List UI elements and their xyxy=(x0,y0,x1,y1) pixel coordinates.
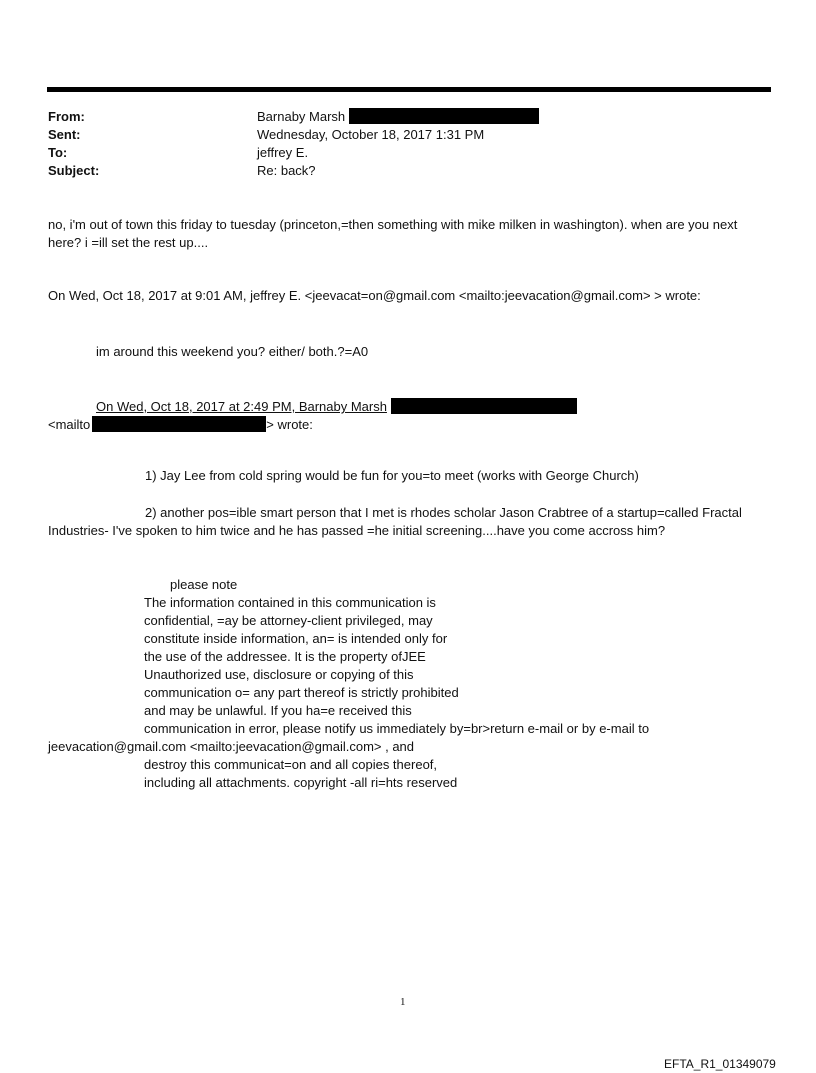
sent-value: Wednesday, October 18, 2017 1:31 PM xyxy=(257,127,485,142)
subject-value: Re: back? xyxy=(257,163,316,178)
header-rule xyxy=(47,87,771,92)
disclaimer-line: including all attachments. copyright -all ri=hts reserved xyxy=(144,775,458,790)
to-label: To: xyxy=(48,145,68,160)
disclaimer-line: destroy this communicat=on and all copies thereof, xyxy=(144,757,438,772)
document-id: EFTA_R1_01349079 xyxy=(664,1057,776,1071)
disclaimer-email-line: jeevacation@gmail.com <mailto:jeevacation@gmail.com> , and xyxy=(48,739,415,754)
disclaimer-line: and may be unlawful. If you ha=e received this xyxy=(144,703,412,718)
wrote-text: > wrote: xyxy=(266,417,313,432)
disclaimer-title: please note xyxy=(170,577,238,592)
disclaimer-line: confidential, =ay be attorney-client privileged, may xyxy=(144,613,433,628)
from-value xyxy=(257,108,539,125)
sender-name: Barnaby Marsh xyxy=(257,109,346,124)
page-number: 1 xyxy=(400,996,406,1008)
disclaimer-line: The information contained in this communication is xyxy=(144,595,436,610)
quote1-header: On Wed, Oct 18, 2017 at 9:01 AM, jeffrey E. <jeevacat=on@gmail.com <mailto:jeevacation@gmail.com> > wrote: xyxy=(48,288,701,303)
subject-label: Subject: xyxy=(48,163,100,178)
quote2-header-text: On Wed, Oct 18, 2017 at 2:49 PM, Barnaby Marsh xyxy=(96,399,387,414)
quote1-text: im around this weekend you? either/ both.?=A0 xyxy=(96,344,369,359)
disclaimer-line: constitute inside information, an= is intended only for xyxy=(144,631,448,646)
disclaimer-line: communication in error, please notify us immediately by=br>return e-mail or by e-mail to xyxy=(144,721,650,736)
list-item: 1) Jay Lee from cold spring would be fun for you=to meet (works with George Church) xyxy=(145,468,639,483)
to-value: jeffrey E. xyxy=(257,145,309,160)
from-label: From: xyxy=(48,109,85,124)
redaction-box xyxy=(349,108,539,124)
redaction-box xyxy=(92,416,266,432)
disclaimer-line: communication o= any part thereof is strictly prohibited xyxy=(144,685,459,700)
list-item: 2) another pos=ible smart person that I met is rhodes scholar Jason Crabtree of a startup=called Fractal xyxy=(145,505,742,520)
redaction-box xyxy=(391,398,577,414)
sent-label: Sent: xyxy=(48,127,81,142)
mailto-prefix: <mailto xyxy=(48,417,91,432)
reply-text: no, i'm out of town this friday to tuesday (princeton,=then something with mike milken in washington). when are you next here? i =ill set the rest up.... xyxy=(48,217,738,250)
list-item-continuation: Industries- I've spoken to him twice and he has passed =he initial screening....have you come accross him? xyxy=(48,523,666,538)
quote2-mailto-line xyxy=(48,416,313,433)
disclaimer-line: the use of the addressee. It is the property ofJEE xyxy=(144,649,426,664)
disclaimer-line: Unauthorized use, disclosure or copying of this xyxy=(144,667,414,682)
quote2-header xyxy=(96,398,577,415)
